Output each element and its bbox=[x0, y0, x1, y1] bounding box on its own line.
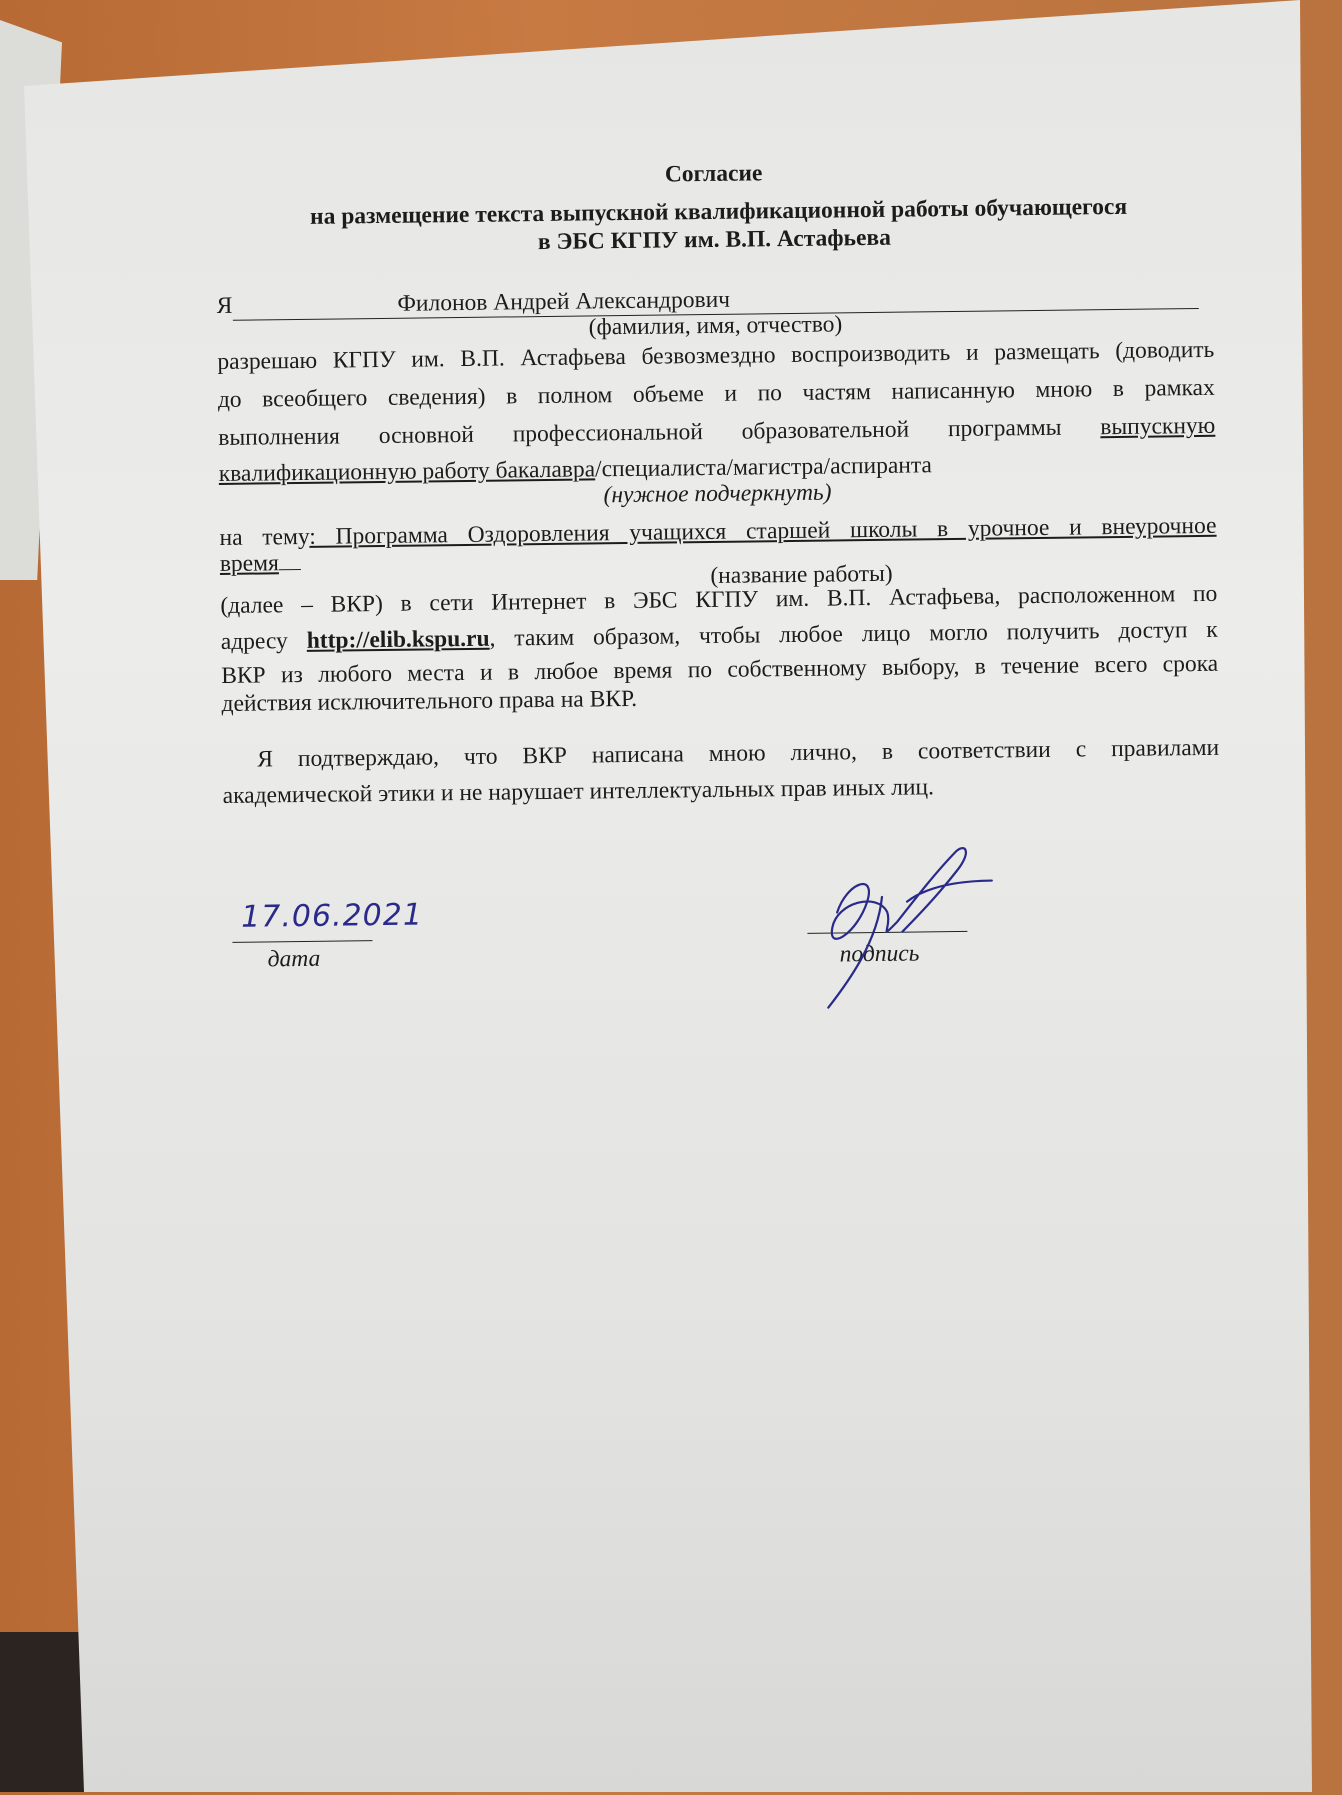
name-value: Филонов Андрей Александрович bbox=[397, 286, 731, 317]
work-type-underlined-2: квалификационную работу бакалавра bbox=[218, 456, 596, 487]
work-type-rest: /специалиста/магистра/аспиранта bbox=[594, 452, 933, 483]
body-line bbox=[221, 616, 1218, 656]
body-line: разрешаю КГПУ им. В.П. Астафьева безвозмездно воспроизводить и размещать (доводить bbox=[217, 336, 1215, 375]
work-type-caption: (нужное подчеркнуть) bbox=[603, 479, 832, 509]
work-type-underlined: выпускную bbox=[1100, 412, 1216, 441]
date-label: дата bbox=[267, 945, 321, 973]
signature-label: подпись bbox=[839, 940, 920, 968]
topic-value-2: время bbox=[219, 550, 279, 577]
doc-title: Согласие bbox=[664, 160, 763, 188]
body-text: адресу bbox=[220, 627, 307, 655]
handwritten-date: 17.06.2021 bbox=[240, 897, 424, 935]
name-prefix: Я bbox=[216, 292, 233, 320]
doc-subtitle: на размещение текста выпускной квалификационной работы обучающегося bbox=[309, 193, 1128, 230]
body-line bbox=[218, 412, 1215, 452]
doc-subtitle-2: в ЭБС КГПУ им. В.П. Астафьева bbox=[537, 224, 892, 256]
body-text: выполнения основной профессиональной образовательной программы bbox=[218, 414, 1062, 451]
topic-value: : Программа Оздоровления учащихся старшей школы в урочное и внеурочное bbox=[309, 512, 1217, 550]
topic-prefix: на тему bbox=[219, 523, 310, 551]
body-line: действия исключительного права на ВКР. bbox=[221, 685, 638, 717]
body-text: , таким образом, чтобы любое лицо могло получить доступ к bbox=[489, 616, 1218, 652]
elib-url[interactable]: http://elib.kspu.ru bbox=[306, 625, 490, 654]
confirm-line: Я подтверждаю, что ВКР написана мною лично, в соответствии с правилами bbox=[257, 734, 1220, 773]
body-line: ВКР из любого места и в любое время по собственному выбору, в течение всего срока bbox=[221, 650, 1219, 689]
topic-caption: (название работы) bbox=[710, 560, 893, 589]
date-underline bbox=[232, 940, 372, 943]
confirm-line-2: академической этики и не нарушает интеллектуальных прав иных лиц. bbox=[222, 774, 935, 809]
body-line: (далее – ВКР) в сети Интернет в ЭБС КГПУ им. В.П. Астафьева, расположенном по bbox=[220, 580, 1218, 619]
signature-image bbox=[806, 840, 1008, 1012]
name-caption: (фамилия, имя, отчество) bbox=[588, 311, 843, 341]
body-line: до всеобщего сведения) в полном объеме и по частям написанную мною в рамках bbox=[217, 374, 1215, 413]
